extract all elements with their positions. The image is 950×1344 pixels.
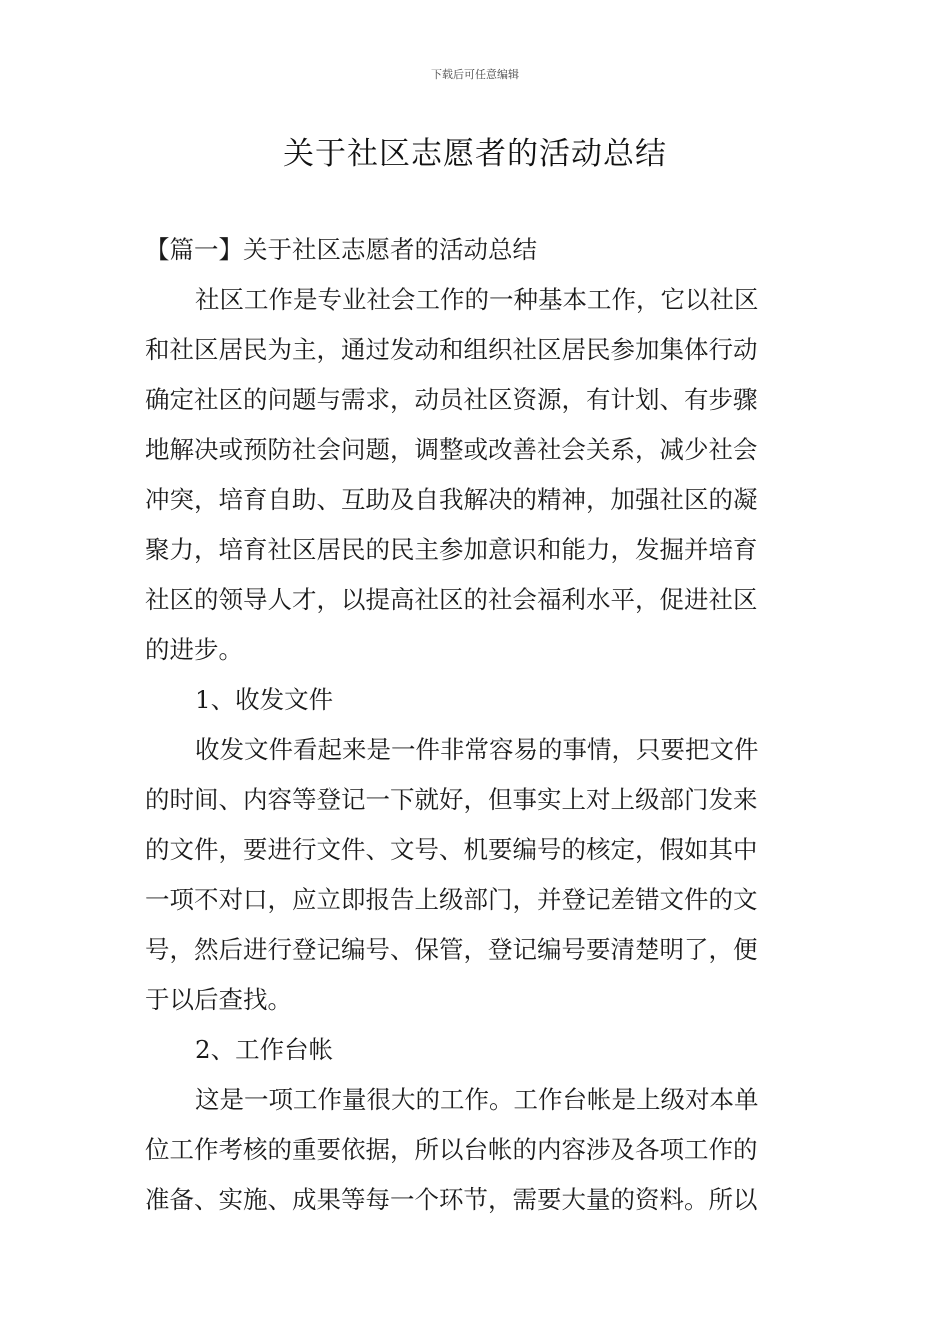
- paragraph-line: 号，然后进行登记编号、保管，登记编号要清楚明了，便: [145, 935, 758, 964]
- paragraph-line: 的时间、内容等登记一下就好，但事实上对上级部门发来: [145, 785, 758, 814]
- paragraph-line: 一项不对口，应立即报告上级部门，并登记差错文件的文: [145, 885, 758, 914]
- paragraph-line: 这是一项工作量很大的工作。工作台帐是上级对本单: [195, 1085, 759, 1114]
- paragraph-line: 社区工作是专业社会工作的一种基本工作，它以社区: [195, 285, 759, 314]
- paragraph-line: 准备、实施、成果等每一个环节，需要大量的资料。所以: [145, 1185, 758, 1214]
- paragraph-line: 聚力，培育社区居民的民主参加意识和能力，发掘并培育: [145, 535, 758, 564]
- paragraph-line: 社区的领导人才，以提高社区的社会福利水平，促进社区: [145, 585, 758, 614]
- subheading-1: 1、收发文件: [195, 685, 334, 714]
- paragraph-line: 的进步。: [145, 635, 243, 664]
- paragraph-line: 地解决或预防社会问题，调整或改善社会关系，减少社会: [145, 435, 758, 464]
- header-note: 下载后可任意编辑: [431, 68, 519, 81]
- paragraph-line: 于以后查找。: [145, 985, 292, 1014]
- section-heading: 【篇一】关于社区志愿者的活动总结: [145, 235, 537, 264]
- subheading-2: 2、工作台帐: [195, 1035, 334, 1064]
- paragraph-line: 收发文件看起来是一件非常容易的事情，只要把文件: [195, 735, 759, 764]
- paragraph-line: 冲突，培育自助、互助及自我解决的精神，加强社区的凝: [145, 485, 758, 514]
- document-body: [145, 228, 810, 1228]
- paragraph-1: [145, 278, 810, 678]
- paragraph-2: [145, 728, 810, 1028]
- paragraph-3: [145, 1078, 810, 1228]
- paragraph-line: 和社区居民为主，通过发动和组织社区居民参加集体行动: [145, 335, 758, 364]
- document-title: 关于社区志愿者的活动总结: [283, 136, 667, 172]
- paragraph-line: 确定社区的问题与需求，动员社区资源，有计划、有步骤: [145, 385, 758, 414]
- paragraph-line: 的文件，要进行文件、文号、机要编号的核定，假如其中: [145, 835, 758, 864]
- paragraph-line: 位工作考核的重要依据，所以台帐的内容涉及各项工作的: [145, 1135, 758, 1164]
